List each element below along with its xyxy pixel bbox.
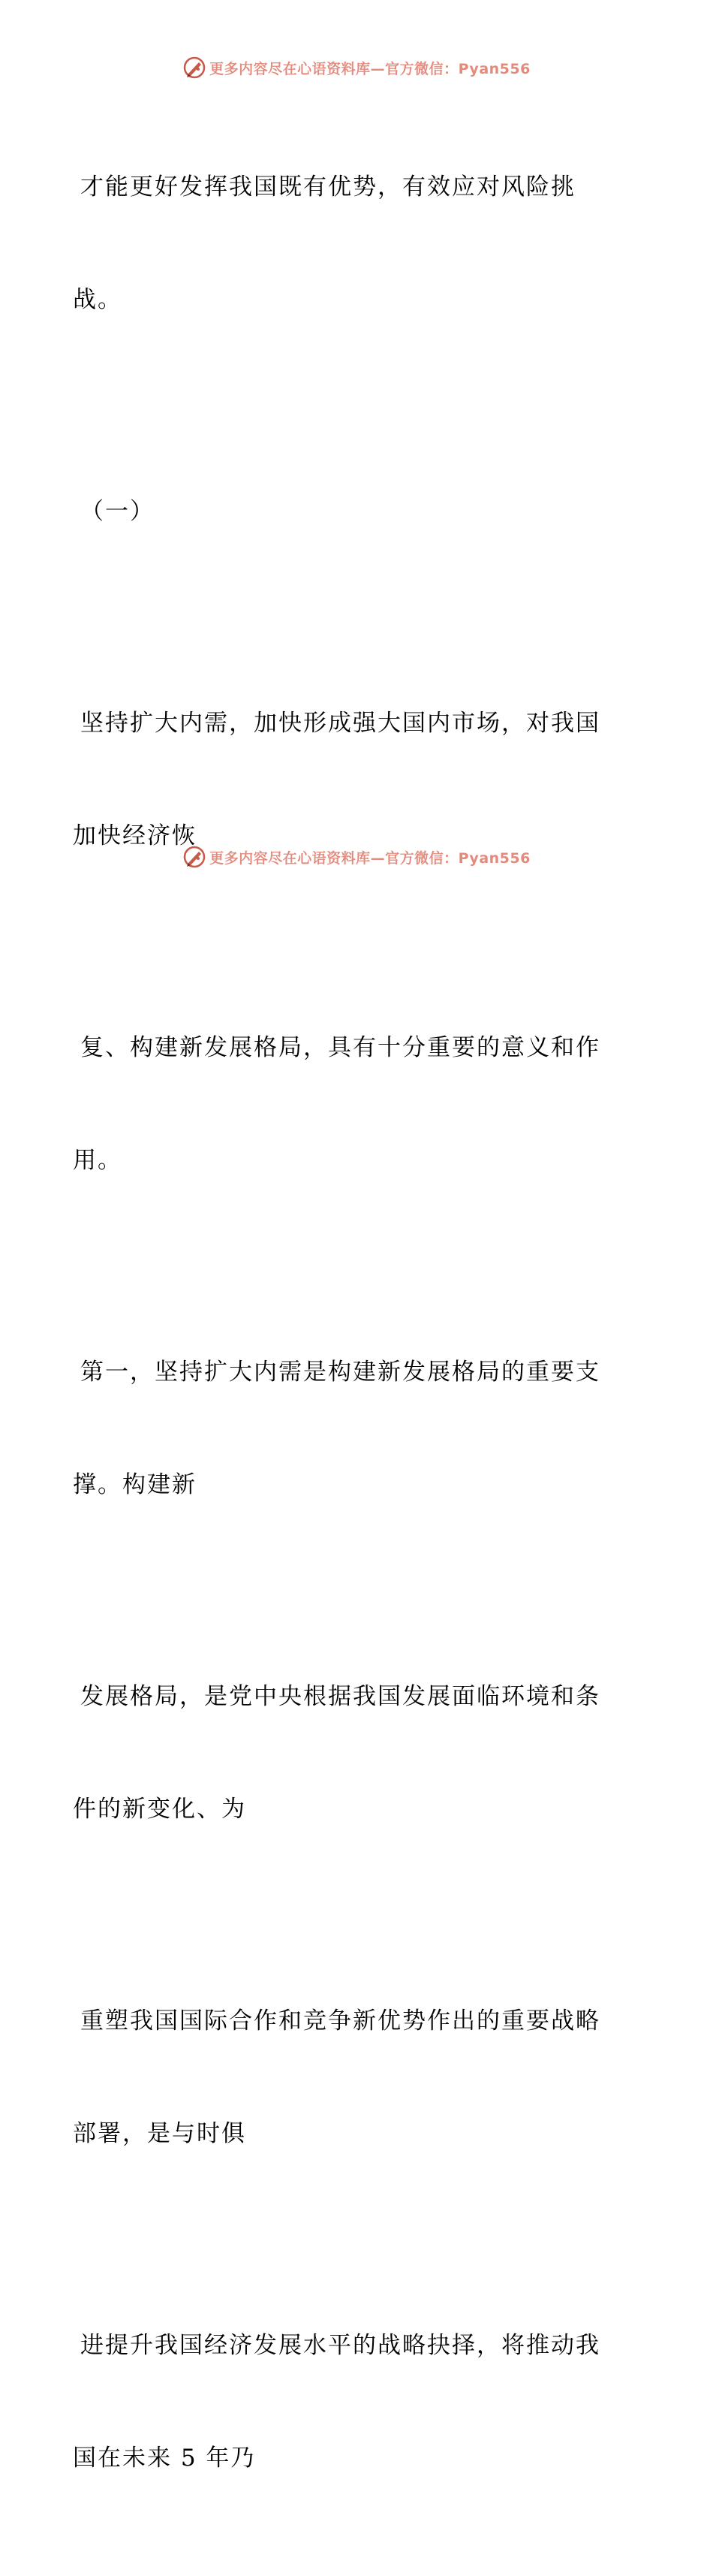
- paragraph-line: 加快经济恢: [73, 822, 197, 849]
- paragraph-6: [73, 1603, 628, 1903]
- paragraph-line: 发展格局，是党中央根据我国发展面临环境和条: [80, 1683, 600, 1710]
- paragraph-line: 才能更好发挥我国既有优势，有效应对风险挑: [80, 173, 576, 201]
- paragraph-line: 用。: [73, 1147, 122, 1174]
- paragraph-line: 战。: [73, 286, 122, 313]
- paragraph-1: [73, 93, 628, 394]
- footer-watermark: [0, 842, 713, 872]
- pen-seal-logo-icon: [182, 56, 206, 80]
- paragraph-line: 第一，坚持扩大内需是构建新发展格局的重要支: [80, 1359, 600, 1386]
- section-heading: [73, 418, 628, 605]
- paragraph-8: [73, 2252, 628, 2552]
- paragraph-4: [73, 954, 628, 1254]
- paragraph-line: 坚持扩大内需，加快形成强大国内市场，对我国: [80, 710, 600, 737]
- header-watermark: [0, 53, 713, 83]
- paragraph-line: 撑。构建新: [73, 1471, 197, 1498]
- paragraph-line: （一）: [80, 498, 155, 525]
- paragraph-5: [73, 1278, 628, 1579]
- paragraph-line: 件的新变化、为: [73, 1796, 246, 1823]
- footer-watermark-text: 更多内容尽在心语资料库—官方微信：Pyan556: [209, 849, 531, 867]
- paragraph-3: [73, 629, 628, 930]
- header-watermark-text: 更多内容尽在心语资料库—官方微信：Pyan556: [209, 60, 531, 77]
- paragraph-line: 部署，是与时俱: [73, 2120, 246, 2147]
- pen-seal-logo-icon: [182, 845, 206, 869]
- paragraph-line: 进提升我国经济发展水平的战略抉择，将推动我: [80, 2332, 600, 2359]
- paragraph-7: [73, 1927, 628, 2228]
- paragraph-line: 重塑我国国际合作和竞争新优势作出的重要战略: [80, 2007, 600, 2035]
- document-body: [73, 93, 628, 2576]
- paragraph-line: 国在未来 5 年乃: [73, 2445, 256, 2472]
- paragraph-line: 复、构建新发展格局，具有十分重要的意义和作: [80, 1034, 600, 1061]
